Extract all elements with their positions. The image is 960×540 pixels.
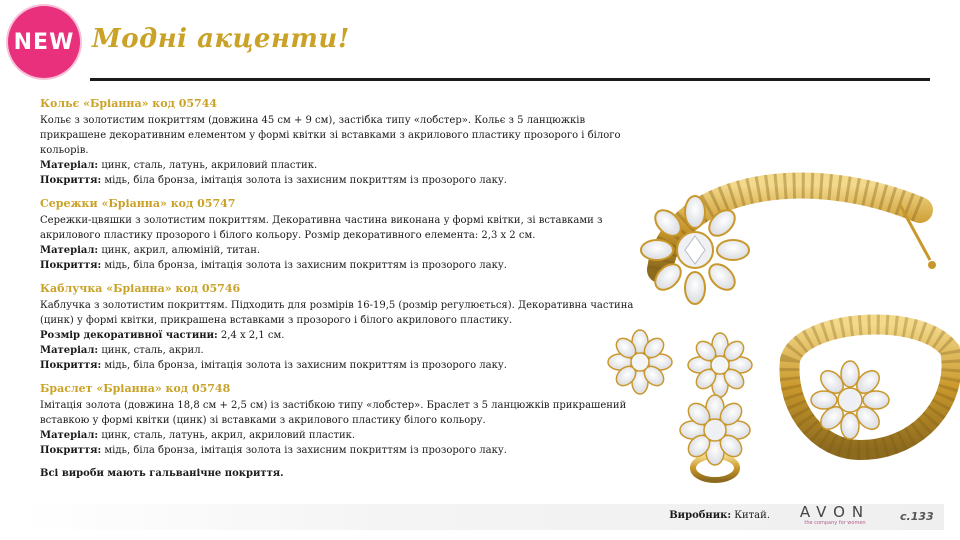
product-name: Кольє «Бріанна» код 05744 bbox=[40, 97, 218, 110]
material-value: цинк, акрил, алюміній, титан. bbox=[101, 245, 261, 256]
product-description: Імітація золота (довжина 18,8 см + 2,5 см) із застібкою типу «лобстер». Браслет з 5 ланцюжків прикрашений вставкою у формі квітки (цинк) зі вставками з акрилового пластику білого кольору. bbox=[40, 400, 627, 426]
size-value: 2,4 х 2,1 см. bbox=[220, 330, 285, 341]
product-coating bbox=[40, 173, 650, 188]
brand-logo-text: AVON bbox=[799, 503, 871, 521]
material-label: Матеріал: bbox=[40, 430, 99, 441]
product-name: Каблучка «Бріанна» код 05746 bbox=[40, 282, 241, 295]
coating-value: мідь, біла бронза, імітація золота із захисним покриттям із прозорого лаку. bbox=[104, 175, 507, 186]
jewelry-image bbox=[600, 150, 960, 500]
manufacturer-value: Китай. bbox=[734, 510, 770, 521]
material-label: Матеріал: bbox=[40, 245, 99, 256]
manufacturer bbox=[669, 510, 770, 521]
product-coating bbox=[40, 258, 650, 273]
product-earrings bbox=[40, 196, 650, 273]
product-name: Браслет «Бріанна» код 05748 bbox=[40, 382, 231, 395]
coating-value: мідь, біла бронза, імітація золота із захисним покриттям із прозорого лаку. bbox=[104, 260, 507, 271]
product-bracelet bbox=[40, 381, 650, 458]
product-necklace bbox=[40, 96, 650, 188]
coating-value: мідь, біла бронза, імітація золота із захисним покриттям із прозорого лаку. bbox=[104, 445, 507, 456]
product-description: Сережки-цвяшки з золотистим покриттям. Декоративна частина виконана у формі квітки, зі вставками з акрилового пластику прозорого і білого кольору. Розмір декоративного елемента: 2,3 х 2 см. bbox=[40, 215, 603, 241]
new-badge: NEW bbox=[8, 6, 80, 78]
product-coating bbox=[40, 358, 650, 373]
product-name: Сережки «Бріанна» код 05747 bbox=[40, 197, 236, 210]
coating-label: Покриття: bbox=[40, 360, 102, 371]
material-value: цинк, сталь, акрил. bbox=[101, 345, 204, 356]
page-title: Модні акценти! bbox=[92, 24, 350, 54]
galvanic-note: Всі вироби мають гальванічне покриття. bbox=[40, 468, 284, 479]
coating-label: Покриття: bbox=[40, 175, 102, 186]
necklace-illustration bbox=[641, 186, 936, 304]
ring-illustration bbox=[680, 395, 750, 480]
product-material bbox=[40, 158, 650, 173]
product-coating bbox=[40, 443, 650, 458]
manufacturer-label: Виробник: bbox=[669, 510, 732, 521]
product-size bbox=[40, 328, 650, 343]
material-label: Матеріал: bbox=[40, 345, 99, 356]
material-label: Матеріал: bbox=[40, 160, 99, 171]
material-value: цинк, сталь, латунь, акрил, акриловий пластик. bbox=[101, 430, 356, 441]
product-material bbox=[40, 428, 650, 443]
coating-label: Покриття: bbox=[40, 445, 102, 456]
product-description: Кольє з золотистим покриттям (довжина 45 см + 9 см), застібка типу «лобстер». Кольє з 5 ланцюжків прикрашене декоративним елементом у формі квітки зі вставками з акрилового пластику прозорого і білого кольорів. bbox=[40, 115, 621, 156]
size-label: Розмір декоративної частини: bbox=[40, 330, 218, 341]
page-number: с.133 bbox=[900, 510, 934, 523]
material-value: цинк, сталь, латунь, акриловий пластик. bbox=[101, 160, 318, 171]
bracelet-illustration bbox=[790, 325, 952, 450]
title-divider bbox=[90, 78, 930, 81]
avon-logo bbox=[790, 503, 880, 526]
product-material bbox=[40, 343, 650, 358]
product-ring bbox=[40, 281, 650, 373]
brand-tagline: the company for women bbox=[804, 520, 866, 526]
product-material bbox=[40, 243, 650, 258]
product-list bbox=[40, 96, 650, 481]
earrings-illustration bbox=[608, 330, 752, 397]
coating-label: Покриття: bbox=[40, 260, 102, 271]
coating-value: мідь, біла бронза, імітація золота із захисним покриттям із прозорого лаку. bbox=[104, 360, 507, 371]
product-description: Каблучка з золотистим покриттям. Підходить для розмірів 16-19,5 (розмір регулюється). Декоративна частина (цинк) у формі квітки, прикрашена вставками з прозорого і білого акрилового пластику. bbox=[40, 300, 634, 326]
